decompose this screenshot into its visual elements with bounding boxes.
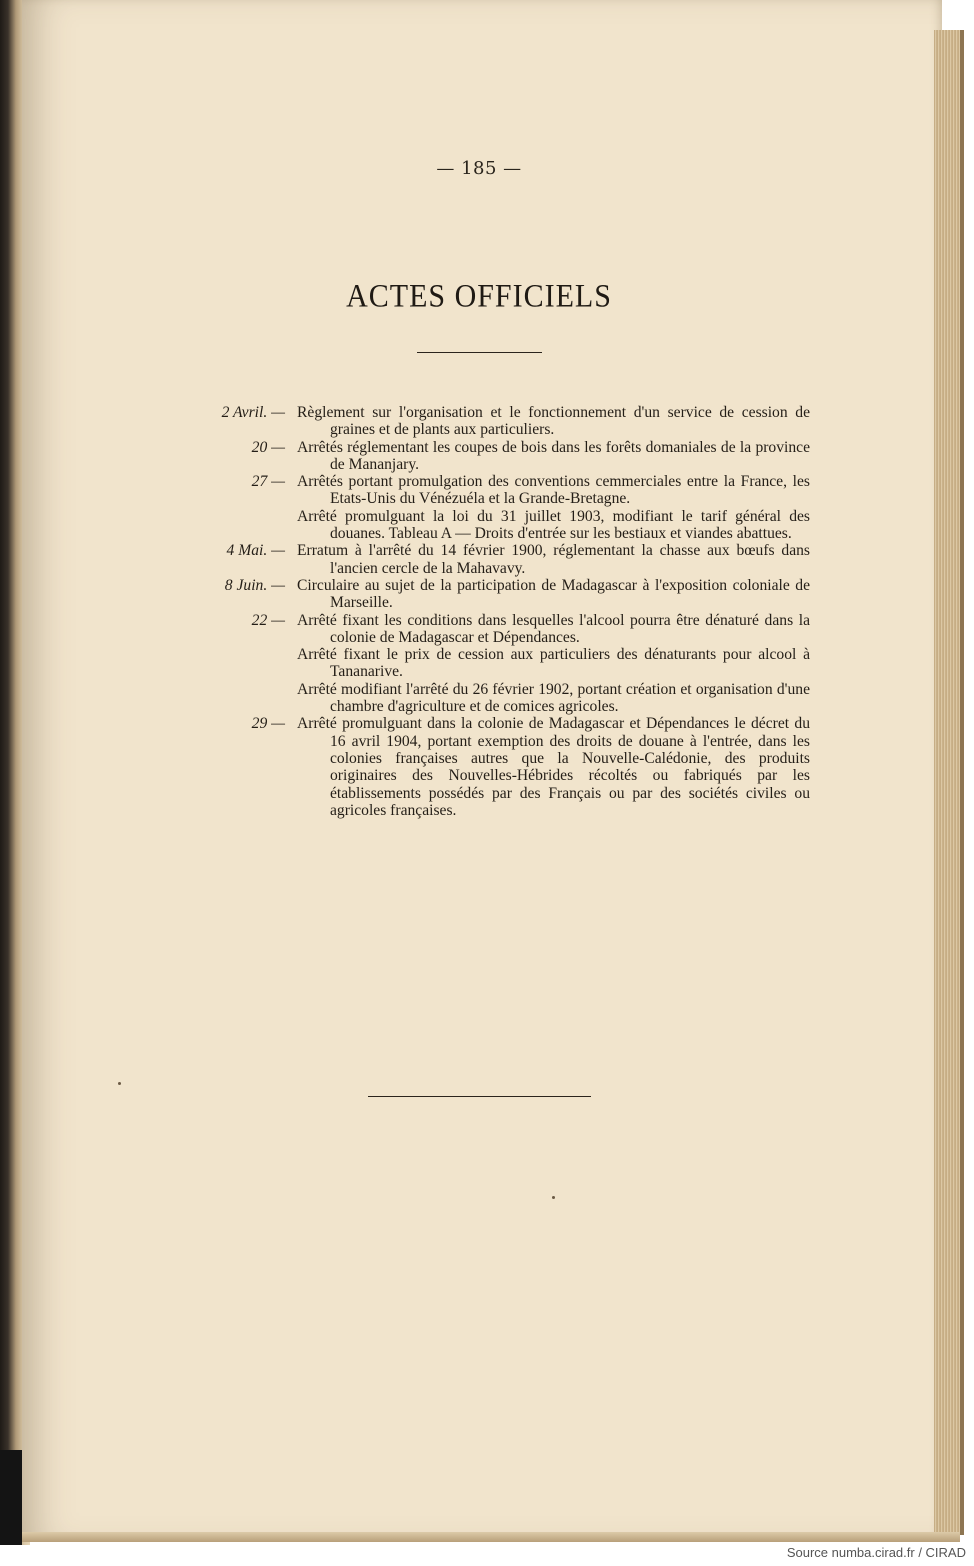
- page-edges-bottom: [22, 1532, 960, 1542]
- entry-text: Arrêté fixant les conditions dans lesquelles l'alcool pourra être dénaturé dans la colonie de Madagascar et Dépendances.: [297, 611, 810, 646]
- entry: [150, 439, 810, 474]
- entry-date: 8 Juin. —: [224, 576, 285, 594]
- scan-background: [0, 1450, 22, 1545]
- paper-speck: [118, 1082, 121, 1085]
- paper-speck: [552, 1196, 555, 1199]
- entry: [150, 473, 810, 508]
- entry-text: Arrêté promulguant dans la colonie de Madagascar et Dépendances le décret du 16 avril 1904, portant exemption des droits de douane à l'entrée, dans les colonies françaises autres que la Nouvelle-Calédonie, des produits originaires des Nouvelles-Hébrides récoltés ou fabriqués par les établissements possédés par des Français ou par des sociétés civiles ou agricoles françaises.: [297, 715, 810, 819]
- page-number: — 185 —: [436, 158, 522, 179]
- entry: [150, 542, 810, 577]
- entry-date: 4 Mai. —: [226, 542, 285, 560]
- entry-text: Erratum à l'arrêté du 14 février 1900, réglementant la chasse aux bœufs dans l'ancien cercle de la Mahavavy.: [297, 542, 810, 577]
- page-title: ACTES OFFICIELS: [346, 278, 612, 315]
- entry-date: 27 —: [251, 473, 285, 491]
- end-divider: [368, 1096, 591, 1097]
- entry: [150, 646, 810, 681]
- entry: [150, 715, 810, 819]
- source-credit: Source numba.cirad.fr / CIRAD: [786, 1545, 966, 1560]
- title-divider: [417, 352, 542, 353]
- entry-text: Circulaire au sujet de la participation de Madagascar à l'exposition coloniale de Marseille.: [297, 576, 810, 612]
- entry-date: 29 —: [251, 715, 285, 733]
- entry: [150, 681, 810, 716]
- page-edges: [934, 30, 964, 1535]
- entry: [150, 404, 810, 439]
- entry-text: Arrêté promulguant la loi du 31 juillet 1903, modifiant le tarif général des douanes. Tableau A — Droits d'entrée sur les bestiaux et viandes abattues.: [297, 507, 810, 543]
- entry-text: Règlement sur l'organisation et le fonctionnement d'un service de cession de graines et de plants aux particuliers.: [297, 404, 810, 439]
- entry: [150, 577, 810, 612]
- entry-text: Arrêtés portant promulgation des conventions cemmerciales entre la France, les Etats-Unis du Vénézuéla et la Grande-Bretagne.: [297, 473, 810, 508]
- entry-text: Arrêté modifiant l'arrêté du 26 février 1902, portant création et organisation d'une chambre d'agriculture et de comices agricoles.: [297, 680, 810, 716]
- entry-date: 20 —: [251, 438, 285, 456]
- entry-date: 22 —: [251, 611, 285, 629]
- entry: [150, 612, 810, 647]
- entries-list: [150, 404, 810, 819]
- entry-text: Arrêté fixant le prix de cession aux particuliers des dénaturants pour alcool à Tananarive.: [297, 646, 810, 681]
- entry-text: Arrêtés réglementant les coupes de bois dans les forêts domaniales de la province de Mananjary.: [297, 438, 810, 473]
- entry-date: 2 Avril. —: [221, 404, 285, 421]
- entry: [150, 508, 810, 543]
